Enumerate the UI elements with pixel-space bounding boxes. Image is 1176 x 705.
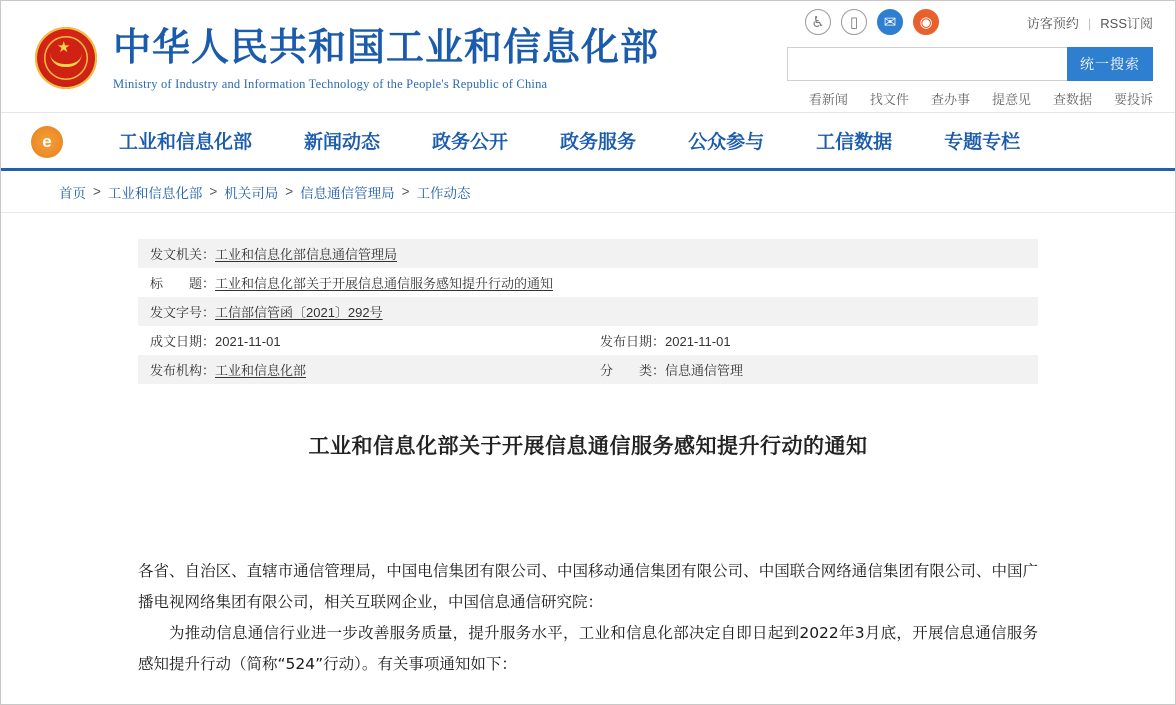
nav-item-gov-services[interactable]: 政务服务 [560, 132, 637, 153]
breadcrumb-item-ministry[interactable]: 工业和信息化部 [107, 185, 203, 201]
meta-doc-number [138, 297, 1038, 326]
site-title-cn: 中华人民共和国工业和信息化部 [113, 27, 660, 69]
breadcrumb-separator: > [401, 184, 410, 199]
meta-value[interactable]: 工业和信息化部 [215, 363, 307, 378]
breadcrumb-item-work-updates[interactable]: 工作动态 [416, 185, 471, 201]
meta-issuing-agency [138, 239, 1038, 268]
main-navigation [1, 113, 1175, 171]
meta-publisher [138, 355, 588, 384]
meta-label: 发布机构： [150, 363, 216, 378]
breadcrumb [1, 171, 1175, 213]
table-row [138, 239, 1038, 268]
site-header [1, 1, 1175, 113]
meta-completion-date [138, 326, 588, 355]
breadcrumb-separator: > [209, 184, 218, 199]
search-box [787, 47, 1153, 81]
quick-link-documents[interactable]: 找文件 [869, 92, 909, 107]
mail-icon[interactable]: ✉ [877, 9, 903, 35]
utility-separator: | [1087, 16, 1092, 31]
meta-value: 2021-11-01 [215, 334, 281, 349]
quick-link-services[interactable]: 查办事 [930, 92, 970, 107]
nav-item-affairs-disclosure[interactable]: 政务公开 [432, 132, 509, 153]
nav-item-industry-data[interactable]: 工信数据 [816, 132, 893, 153]
meta-label: 发布日期： [600, 334, 666, 349]
visitor-appointment-link[interactable]: 访客预约 [1026, 16, 1079, 31]
table-row [138, 355, 1038, 384]
table-row [138, 297, 1038, 326]
document-body [138, 556, 1038, 680]
nav-item-special-columns[interactable]: 专题专栏 [944, 132, 1021, 153]
search-button[interactable]: 统一搜索 [1067, 47, 1153, 81]
meta-value: 2021-11-01 [665, 334, 731, 349]
meta-value[interactable]: 工信部信管函〔2021〕292号 [215, 305, 383, 320]
document-paragraph: 为推动信息通信行业进一步改善服务质量，提升服务水平，工业和信息化部决定自即日起到2022年3月底，开展信息通信服务感知提升行动（简称“524”行动）。有关事项通知如下： [138, 624, 1038, 673]
meta-value[interactable]: 工业和信息化部关于开展信息通信服务感知提升行动的通知 [215, 276, 554, 291]
meta-category [588, 355, 1038, 384]
utility-icon-group [805, 9, 939, 35]
utility-links [1027, 13, 1153, 32]
national-emblem-icon: ★ [35, 27, 97, 89]
page-title: 工业和信息化部关于开展信息通信服务感知提升行动的通知 [308, 435, 868, 458]
meta-value: 信息通信管理 [665, 363, 744, 378]
meta-label: 发文字号： [150, 305, 216, 320]
meta-label: 标 题： [150, 276, 216, 291]
meta-label: 成文日期： [150, 334, 216, 349]
site-title-block [113, 25, 659, 92]
meta-label: 分 类： [600, 363, 666, 378]
document-paragraph: 各省、自治区、直辖市通信管理局，中国电信集团有限公司、中国移动通信集团有限公司、中国联合网络通信集团有限公司、中国广播电视网络集团有限公司，相关互联网企业，中国信息通信研究院： [138, 562, 1038, 611]
meta-doc-title [138, 268, 1038, 297]
breadcrumb-item-home[interactable]: 首页 [59, 185, 86, 201]
nav-item-public-participation[interactable]: 公众参与 [688, 132, 765, 153]
document-meta-table [138, 239, 1038, 384]
quick-link-data[interactable]: 查数据 [1052, 92, 1092, 107]
search-input[interactable] [787, 47, 1067, 81]
rss-link[interactable]: RSS订阅 [1100, 16, 1153, 31]
weibo-icon[interactable]: ◉ [913, 9, 939, 35]
meta-value[interactable]: 工业和信息化部信息通信管理局 [215, 247, 398, 262]
accessibility-icon[interactable]: ♿ [805, 9, 831, 35]
meta-label: 发文机关： [150, 247, 216, 262]
nav-item-ministry[interactable]: 工业和信息化部 [119, 132, 253, 153]
miit-logo-icon[interactable]: e [31, 126, 63, 158]
table-row [138, 326, 1038, 355]
breadcrumb-item-info-comm-bureau[interactable]: 信息通信管理局 [300, 185, 395, 201]
mobile-icon[interactable]: ▯ [841, 9, 867, 35]
quick-link-complaint[interactable]: 要投诉 [1113, 92, 1153, 107]
breadcrumb-separator: > [285, 184, 294, 199]
meta-publish-date [588, 326, 1038, 355]
breadcrumb-separator: > [93, 184, 101, 199]
site-title-en: Ministry of Industry and Information Technology of the People's Republic of China [113, 77, 548, 91]
breadcrumb-item-departments[interactable]: 机关司局 [224, 185, 279, 201]
document-content [1, 213, 1175, 680]
table-row [138, 268, 1038, 297]
nav-item-news[interactable]: 新闻动态 [304, 132, 381, 153]
quick-link-news[interactable]: 看新闻 [808, 92, 848, 107]
quick-links [809, 89, 1153, 108]
nav-item-list [93, 127, 1046, 154]
quick-link-feedback[interactable]: 提意见 [991, 92, 1031, 107]
